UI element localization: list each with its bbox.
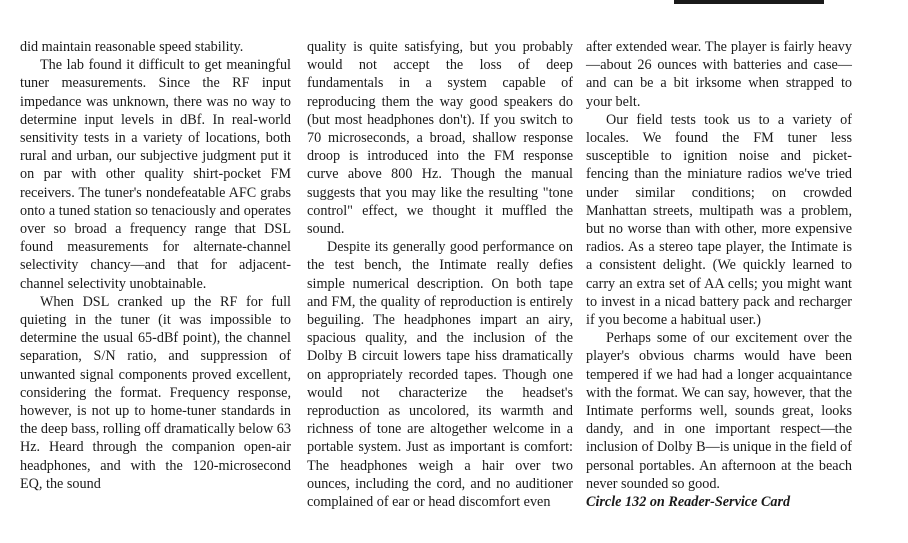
paragraph: When DSL cranked up the RF for full quieting in the tuner (it was impossible to determine the usual 65-dBf point), the channel separation, S/N ratio, and suppression of unwanted signal components proved excellent, considering the format. Frequency response, however, is not up to home-tuner standards in the deep bass, rolling off dramatically below 63 Hz. Heard through the companion open-air headphones, and with the 120-microsecond EQ, the sound <box>20 293 291 492</box>
paragraph: did maintain reasonable speed stability. <box>20 39 244 55</box>
text-column-1 <box>20 38 291 493</box>
paragraph: The lab found it difficult to get meaningful tuner measurements. Since the RF input impedance was unknown, there was no way to determine input levels in dBf. In real-world sensitivity tests in a variety of locations, both rural and urban, our subjective judgment put it on par with other quality shirt-pocket FM receivers. The tuner's nondefeatable AFC grabs onto a tuned station so tenaciously and operates over so broad a frequency range that DSL found measurements for alternate-channel selectivity chancy—and that for adjacent-channel selectivity unobtainable. <box>20 57 291 292</box>
paragraph: Despite its generally good performance on the test bench, the Intimate really defies simple numerical description. On both tape and FM, the quality of reproduction is entirely beguiling. The headphones impart an airy, spacious quality, and the inclusion of the Dolby B circuit lowers tape hiss dramatically on appropriately recorded tapes. Though one would not characterize the headset's reproduction as uncolored, its warmth and richness of tone are altogether welcome in a portable system. Just as important is comfort: The headphones weigh a hair over two ounces, including the cord, and no auditioner complained of ear or head discomfort even <box>307 239 573 511</box>
reader-service-reference: Circle 132 on Reader-Service Card <box>586 494 791 511</box>
text-column-2 <box>307 38 573 511</box>
paragraph: Our field tests took us to a variety of locales. We found the FM tuner less susceptible to ignition noise and picket-fencing than the miniature radios we've tried under similar conditions; on crowded Manhattan streets, multipath was a problem, but no worse than with other, more expensive radios. As a stereo tape player, the Intimate is a consistent delight. (We quickly learned to carry an extra set of AA cells; you might want to invest in a nicad battery pack and recharger if you become a habitual user.) <box>586 111 852 329</box>
paragraph: Perhaps some of our excitement over the player's obvious charms would have been tempered if we had had a longer acquaintance with the format. We can say, however, that the Intimate performs well, sounds great, looks dandy, and in one important respect—the inclusion of Dolby B—is unique in the field of personal portables. An afternoon at the beach never sounded so good. <box>586 330 852 492</box>
header-rule <box>674 0 824 4</box>
paragraph: quality is quite satisfying, but you probably would not accept the loss of deep fundamentals in a system capable of reproducing them the way good speakers do (but most headphones don't). If you switch to 70 microseconds, a broad, shallow response droop is introduced into the FM response curve above 800 Hz. Though the manual suggests that you may like the resulting "tone control" effect, we thought it muffled the sound. <box>307 39 573 238</box>
paragraph: after extended wear. The player is fairly heavy—about 26 ounces with batteries and case—and can be a bit irksome when strapped to your belt. <box>586 39 852 110</box>
text-column-3 <box>586 38 852 511</box>
